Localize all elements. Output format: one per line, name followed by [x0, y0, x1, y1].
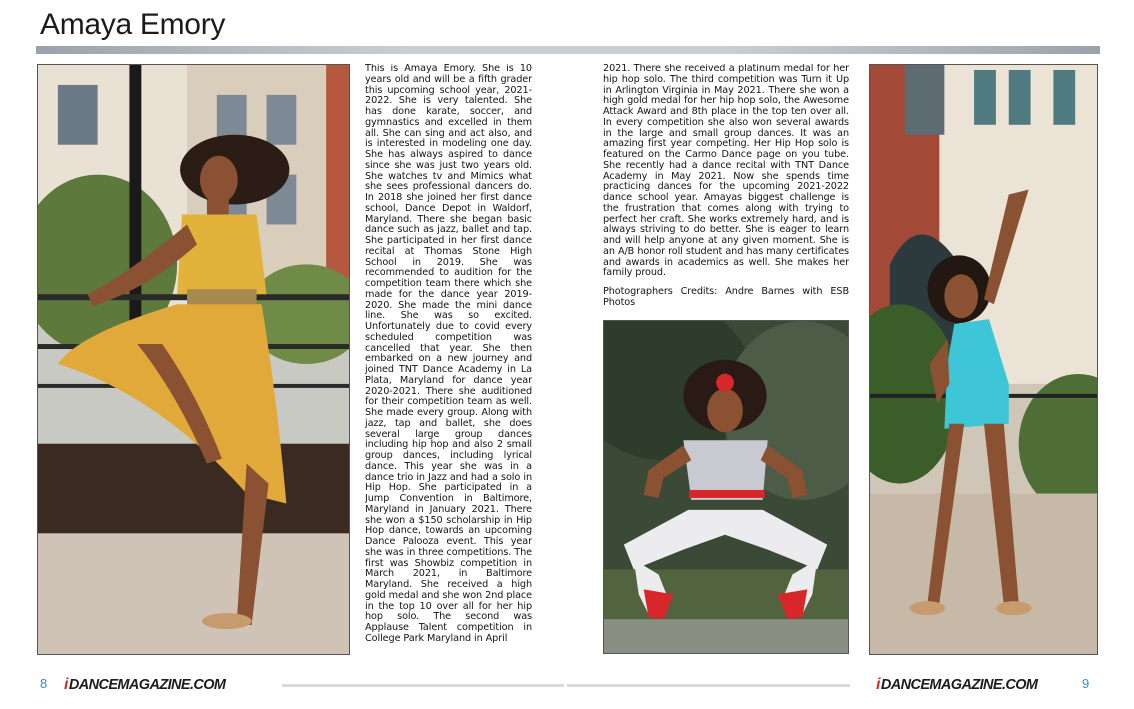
- photo-teal-leotard-dancer: [869, 64, 1098, 655]
- article-paragraph-1: This is Amaya Emory. She is 10 years old and will be a fifth grader this upcoming school year, 2021-2022. She is very talented. She has done karate, soccer, and gymnastics and excelled in them all. She can sing and act also, and is interested in modeling one day. She has always aspired to dance since she was just two years old. She watches tv and Mimics what she sees professional dancers do. In 2018 she joined her first dance school, Dance Depot in Waldorf, Maryland. There she began basic dance such as jazz, ballet and tap. She participated in her first dance recital at Thomas Stone High School in 2019. She was recommended to audition for the competition team there which she made for the dance year 2019-2020. She made the mini dance line. She was so excited. Unfortunately due to covid every scheduled competition was cancelled that year. She then embarked on a new journey and joined TNT Dance Academy in La Plata, Maryland for dance year 2020-2021. There she auditioned for their competition team as well. She made every group. Along with jazz, tap and ballet, she does several large group dances including hip hop and also 2 small group dances, including lyrical dance. This year she was in a dance trio in Jazz and had a solo in Hip Hop. She participated in a Jump Convention in Baltimore, Maryland in January 2021. There she won a $150 scholarship in Hip Hop dance, towards an upcoming Dance Palooza event. This year she was in three competitions. The first was Showbiz competition in March 2021, in Baltimore Maryland. She received a high gold medal and she won 2nd place in the top 10 over all for her hip hop solo. The second was Applause Talent competition in College Park Maryland in April: [365, 64, 532, 644]
- title-underline-bar: [36, 46, 1100, 54]
- footer-rule-right: [567, 684, 850, 687]
- brand-name-left: DANCEMAGAZINE.COM: [68, 677, 226, 693]
- photo-yellow-dress-dancer: [37, 64, 350, 655]
- brand-i-right: i: [876, 676, 880, 693]
- footer-rule-left: [282, 684, 564, 687]
- article-column-2: [603, 64, 849, 314]
- brand-logo-right[interactable]: [876, 676, 1037, 694]
- article-paragraph-2: 2021. There she received a platinum medal for her hip hop solo. The third competition was Turn it Up in Arlington Virginia in May 2021. There she won a high gold medal for her hip hop solo, the Awesome Attack Award and 8th place in the top ten over all. In every competition she also won several awards in the large and small group dances. It was an amazing first year competing. Her Hip Hop solo is featured on the Carmo Dance page on you tube. She recently had a dance recital with TNT Dance Academy in May 2021. Now she spends time practicing dances for the upcoming 2021-2022 dance school year. Amayas biggest challenge is the frustration that comes along with trying to perfect her craft. She works extremely hard, and is always striving to do better. She is eager to learn and will help anyone at any given moment. She is an A/B honor roll student and has many certificates and awards in academics as well. She makes her family proud.: [603, 64, 849, 279]
- photo-jumping-dancer: [603, 320, 849, 654]
- brand-name-right: DANCEMAGAZINE.COM: [880, 677, 1038, 693]
- page-number-right: 9: [1082, 676, 1090, 691]
- article-title: Amaya Emory: [40, 8, 226, 41]
- brand-logo-left[interactable]: [64, 676, 225, 694]
- article-column-1: [365, 64, 532, 660]
- photo-credits: Photographers Credits: Andre Barnes with ESB Photos: [603, 286, 849, 308]
- brand-i-left: i: [64, 676, 68, 693]
- page-number-left: 8: [40, 676, 48, 691]
